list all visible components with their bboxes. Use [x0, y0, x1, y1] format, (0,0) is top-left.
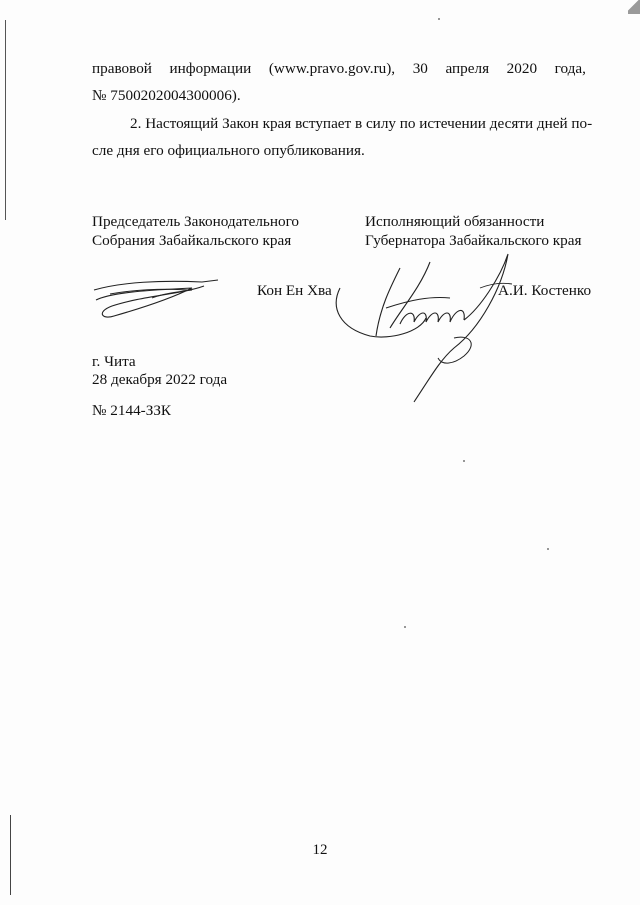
paragraph-1-line-1 [92, 55, 586, 82]
paragraph-2 [92, 110, 593, 164]
scan-edge-mark [5, 20, 6, 220]
signature-right-icon [330, 248, 530, 408]
word: апреля [445, 60, 490, 77]
signatory-left-name: Кон Ен Хва [257, 282, 332, 299]
paragraph-2-line-2: сле дня его официального опубликования. [92, 142, 365, 159]
signatory-right-title [365, 212, 581, 250]
document-number: № 2144-ЗЗК [92, 402, 172, 419]
word: правовой [92, 60, 152, 77]
scan-speck [547, 548, 549, 550]
signatory-left-title-line-2: Собрания Забайкальского края [92, 232, 292, 249]
page-number: 12 [312, 842, 328, 858]
scan-corner-mark [628, 0, 640, 14]
signatory-left-title-line-1: Председатель Законодательного [92, 213, 300, 230]
signatory-right-title-line-1: Исполняющий обязанности [365, 213, 545, 230]
scan-speck [404, 626, 406, 628]
signatory-right-title-line-2: Губернатора Забайкальского края [365, 232, 582, 249]
signatory-right-name: А.И. Костенко [498, 282, 592, 299]
place: г. Чита [92, 353, 136, 370]
word: информации [169, 60, 252, 77]
date: 28 декабря 2022 года [92, 371, 228, 388]
word: года, [554, 60, 586, 77]
scan-speck [438, 18, 440, 20]
scan-speck [463, 460, 465, 462]
signature-left-icon [92, 268, 220, 328]
word: 2020 [506, 60, 538, 77]
word: (www.pravo.gov.ru), [268, 60, 396, 77]
paragraph-1 [92, 55, 586, 109]
signatory-left-title [92, 212, 299, 250]
paragraph-2-line-1-text: 2. Настоящий Закон края вступает в силу по истечении десяти дней по- [130, 115, 593, 132]
paragraph-2-line-1 [92, 110, 593, 137]
word: 30 [412, 60, 428, 77]
paragraph-1-line-2: № 7500202004300006). [92, 87, 241, 104]
place-and-date [92, 353, 227, 389]
